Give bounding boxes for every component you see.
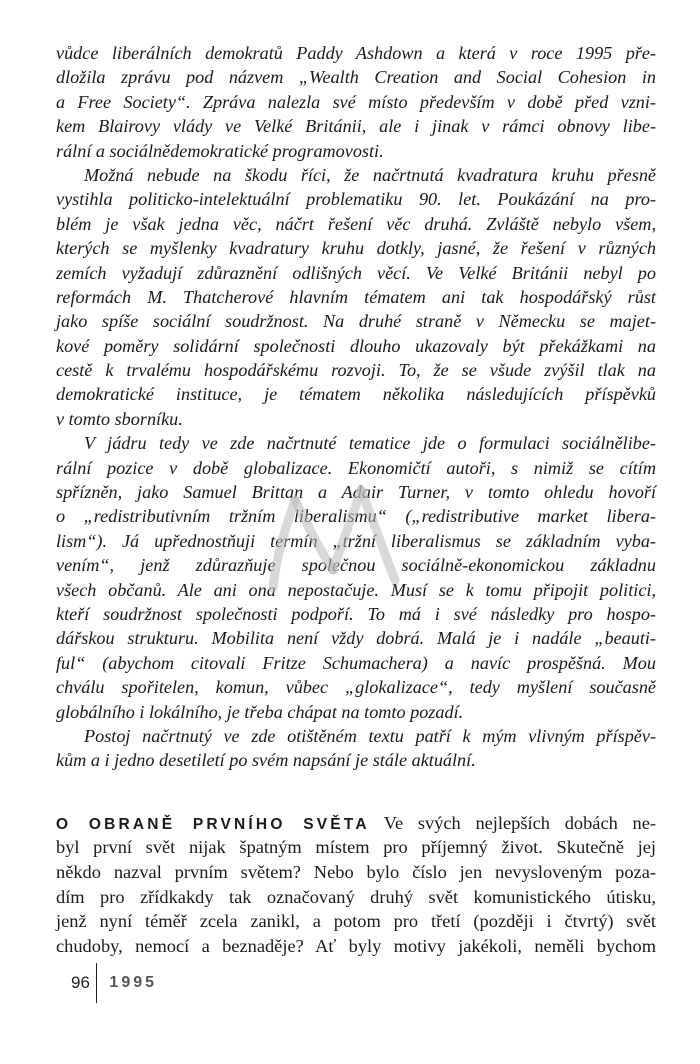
footer-year: 1995 [109,974,158,991]
text-line: vystihla politicko-intelektuální problematiku 90. let. Poukázání na pro- [56,189,656,210]
page-number: 96 [71,973,90,992]
text-line: a Free Society“. Zpráva nalezla své místo především v době před vzni- [56,91,656,112]
paragraph-3 [56,431,656,724]
section-first-line-text: Ve svých nejlepších dobách ne- [383,812,656,833]
paragraph-1 [56,41,656,163]
section-gap [56,773,656,811]
text-line: vením“, jenž zdůrazňuje společnou sociálně-ekonomickou základnu [56,555,656,576]
section-heading: O OBRANĚ PRVNÍHO SVĚTA [56,815,370,833]
text-line: rální pozice v době globalizace. Ekonomičtí autoři, s nimiž se cítím [56,457,656,478]
text-line: kem Blairovy vlády ve Velké Británii, ale i jinak v rámci obnovy libe- [56,116,656,137]
paragraph-2 [56,163,656,431]
text-line: zemích vyžadují zdůraznění odlišných věcí. Ve Velké Británii nebyl po [56,262,656,283]
page-content [56,41,656,958]
section-first-line [56,811,656,836]
text-line: jenž nyní téměř zcela zanikl, a potom pro třetí (později i čtvrtý) svět [56,911,656,932]
text-line: rální a sociálnědemokratické programovosti. [56,140,384,161]
text-line: dložila zprávu pod názvem „Wealth Creation and Social Cohesion in [56,67,656,88]
text-line: byl první svět nijak špatným místem pro příjemný život. Skutečně jej [56,837,656,858]
text-line: spřízněn, jako Samuel Brittan a Adair Turner, v tomto ohledu hovoří [56,482,656,503]
text-line: všech občanů. Ale ani ona nepostačuje. Musí se k tomu připojit politici, [56,579,656,600]
text-line: chudoby, nemocí a beznaděje? Ať byly motivy jakékoli, neměli bychom [56,935,656,956]
text-line: v tomto sborníku. [56,408,183,429]
text-line: ful“ (abychom citovali Fritze Schumachera) a navíc prospěšná. Mou [56,652,656,673]
text-line: chválu spořitelen, komun, vůbec „glokalizace“, tedy myšlení současně [56,677,656,698]
text-line: vůdce liberálních demokratů Paddy Ashdown a která v roce 1995 pře- [56,43,656,63]
text-line: Postoj načrtnutý ve zde otištěném textu patří k mým vlivným příspěv- [84,725,656,746]
text-line: někdo nazval prvním světem? Nebo bylo číslo jen nevysloveným poza- [56,861,656,882]
text-line: dářskou strukturu. Mobilita není vždy dobrá. Malá je i nadále „beauti- [56,628,656,649]
text-line: dím pro zřídkakdy tak označovaný druhý svět komunistického útisku, [56,886,656,907]
text-line: Možná nebude na škodu říci, že načrtnutá kvadratura kruhu přesně [84,164,656,185]
text-line: kům a i jedno desetiletí po svém napsání je stále aktuální. [56,750,476,771]
italic-intro-block [56,41,656,773]
text-line: kteří soudržnost společnosti podpoří. To má i své následky pro hospo- [56,603,656,624]
text-line: jako spíše sociální soudržnost. Na druhé straně v Německu se majet- [56,311,656,332]
text-line: demokratické instituce, je tématem několika následujících příspěvků [56,384,656,405]
text-line: cestě k trvalému hospodářskému rozvoji. To, že se všude zvýšil tlak na [56,360,656,381]
text-line: lism“). Já upřednostňuji termín „tržní liberalismus se základním vyba- [56,530,656,551]
paragraph-4 [56,724,656,773]
text-line: kové poměry solidární společnosti dlouho ukazovaly být překážkami na [56,335,656,356]
text-line: globálního i lokálního, je třeba chápat na tomto pozadí. [56,701,464,722]
page-footer [71,963,157,1003]
text-line: kterých se myšlenky kvadratury kruhu dotkly, jasné, že řešení v různých [56,238,656,259]
text-line: reformách M. Thatcherové hlavním tématem ani tak hospodářský růst [56,286,656,307]
text-line: o „redistributivním tržním liberalismu“ („redistributive market libera- [56,506,656,527]
text-line: V jádru tedy ve zde načrtnuté tematice jde o formulaci sociálnělibe- [84,433,656,454]
text-line: blém je však jedna věc, náčrt řešení věc druhá. Zvláště nebylo všem, [56,213,656,234]
footer-divider [96,963,98,1003]
section-body [56,811,656,959]
